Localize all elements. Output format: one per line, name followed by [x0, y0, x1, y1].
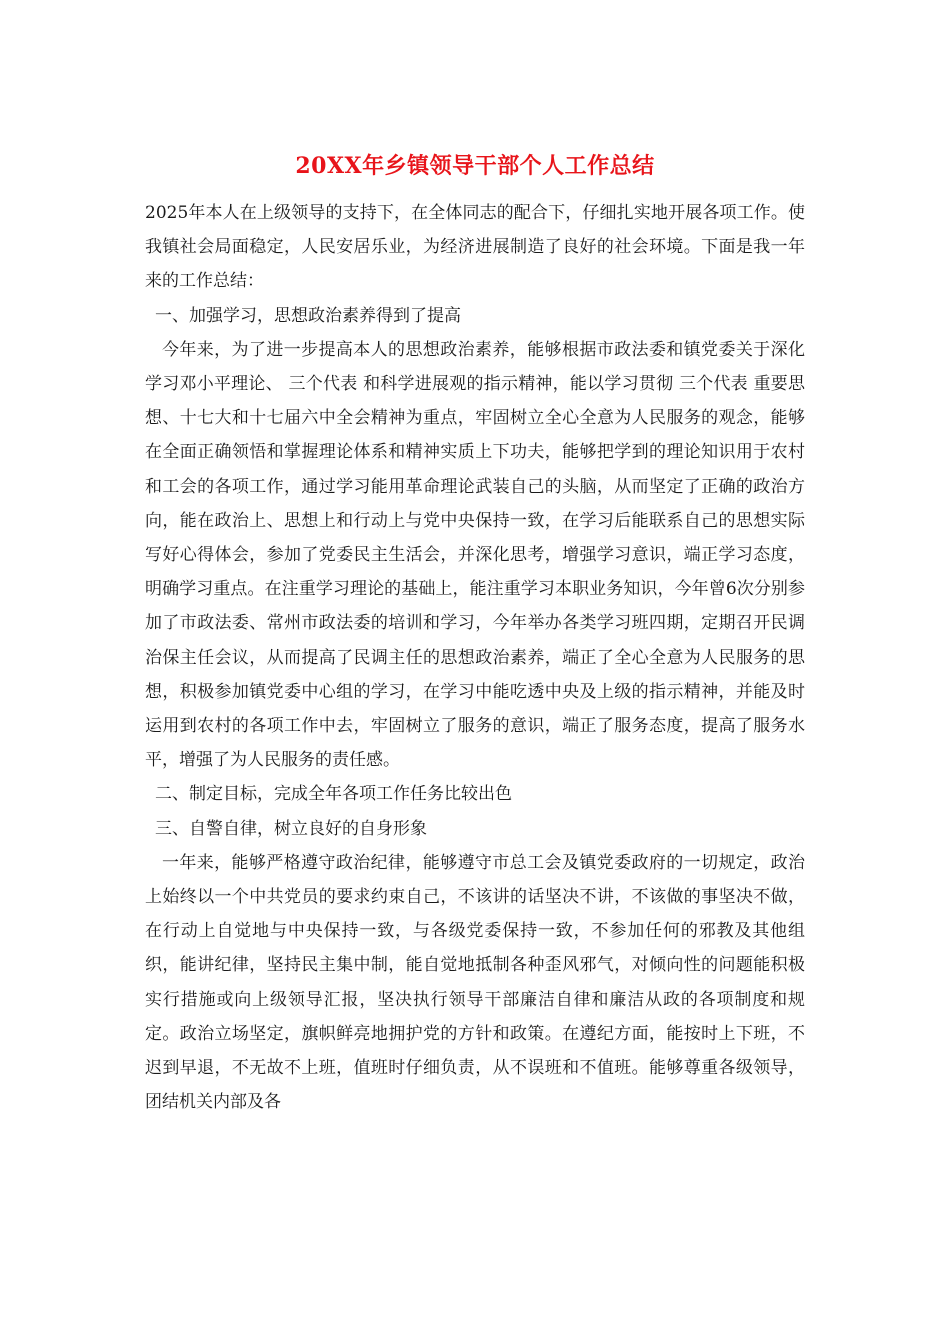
section-heading-3: 三、自警自律，树立良好的自身形象: [155, 818, 427, 839]
section-3-paragraph: 一年来，能够严格遵守政治纪律，能够遵守市总工会及镇党委政府的一切规定，政治上始终以一个中共党员的要求约束自己，不该讲的话坚决不讲，不该做的事坚决不做，在行动上自觉地与中央保持一致，与各级党委保持一致，不参加任何的邪教及其他组织，能讲纪律，坚持民主集中制，能自觉地抵制各种歪风邪气，对倾向性的问题能积极实行措施或向上级领导汇报，坚决执行领导干部廉洁自律和廉洁从政的各项制度和规定。政治立场坚定，旗帜鲜亮地拥护党的方针和政策。在遵纪方面，能按时上下班，不迟到早退，不无故不上班，值班时仔细负责，从不误班和不值班。能够尊重各级领导，团结机关内部及各: [145, 852, 805, 1113]
document-title: 20XX年乡镇领导干部个人工作总结: [295, 153, 655, 179]
section-heading-1: 一、加强学习，思想政治素养得到了提高: [155, 305, 461, 326]
section-1-paragraph: 今年来，为了进一步提高本人的思想政治素养，能够根据市政法委和镇党委关于深化学习邓小平理论、 三个代表 和科学进展观的指示精神，能以学习贯彻 三个代表 重要思想、十七大和十七届六中全会精神为重点，牢固树立全心全意为人民服务的观念，能够在全面正确领悟和掌握理论体系和精神实质上下功夫，能够把学到的理论知识用于农村和工会的各项工作，通过学习能用革命理论武装自己的头脑，从而坚定了正确的政治方向，能在政治上、思想上和行动上与党中央保持一致，在学习后能联系自己的思想实际写好心得体会，参加了党委民主生活会，并深化思考，增强学习意识，端正学习态度，明确学习重点。在注重学习理论的基础上，能注重学习本职业务知识，今年曾6次分别参加了市政法委、常州市政法委的培训和学习，今年举办各类学习班四期，定期召开民调治保主任会议，从而提高了民调主任的思想政治素养，端正了全心全意为人民服务的思想，积极参加镇党委中心组的学习，在学习中能吃透中央及上级的指示精神，并能及时运用到农村的各项工作中去，牢固树立了服务的意识，端正了服务态度，提高了服务水平，增强了为人民服务的责任感。: [145, 339, 805, 771]
intro-paragraph: 2025年本人在上级领导的支持下，在全体同志的配合下，仔细扎实地开展各项工作。使我镇社会局面稳定，人民安居乐业，为经济进展制造了良好的社会环境。下面是我一年来的工作总结：: [145, 203, 805, 292]
section-heading-2: 二、制定目标，完成全年各项工作任务比较出色: [155, 784, 512, 805]
document-body: [145, 196, 805, 1119]
